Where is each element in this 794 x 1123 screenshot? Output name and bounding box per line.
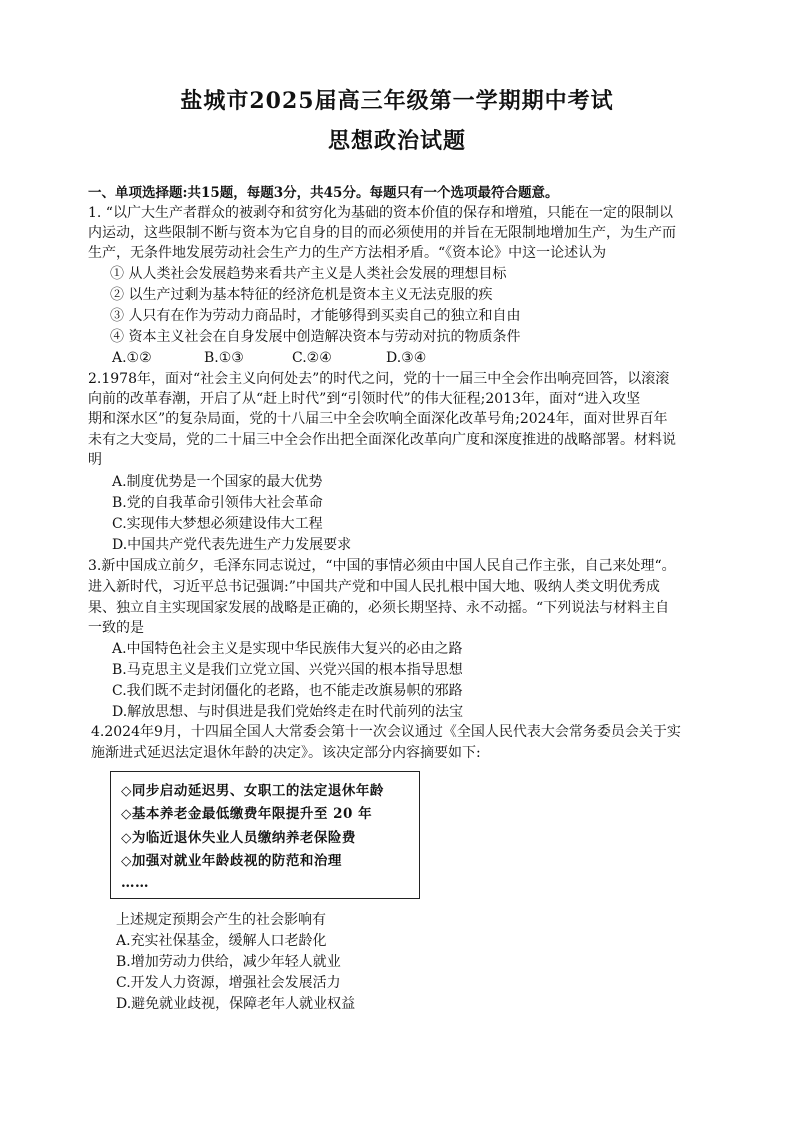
choice-a[interactable]: A.中国特色社会主义是实现中华民族伟大复兴的必由之路	[112, 641, 463, 657]
choice-b[interactable]: B.①③	[204, 350, 244, 366]
choice-d[interactable]: D.③④	[386, 350, 427, 366]
choice-c[interactable]: C.②④	[292, 350, 332, 366]
choice-a[interactable]: A.①②	[112, 350, 152, 366]
choice-d[interactable]: D.解放思想、与时俱进是我们党始终走在时代前列的法宝	[112, 704, 464, 720]
excerpt-item: ◇同步启动延迟男、女职工的法定退休年龄	[121, 783, 384, 799]
question-text-line: 未有之大变局，党的二十届三中全会作出把全面深化改革向广度和深度推进的战略部署。材料说	[88, 432, 676, 448]
page-subtitle: 思想政治试题	[327, 128, 466, 154]
choice-c[interactable]: C.实现伟大梦想必须建设伟大工程	[112, 516, 323, 532]
question-text-line: 内运动，这些限制不断与资本为它自身的目的而必须使用的并旨在无限制地增加生产，为生产而	[88, 225, 676, 241]
statement-item: ① 从人类社会发展趋势来看共产主义是人类社会发展的理想目标	[110, 266, 507, 282]
question-text-line: 3.新中国成立前夕，毛泽东同志说过，“中国的事情必须由中国人民自己作主张，自己来处理“。	[88, 558, 676, 574]
question-text-line: 生产，无条件地发展劳动社会生产力的生产方法相矛盾。“《资本论》中这一论述认为	[88, 245, 607, 261]
choice-a[interactable]: A.充实社保基金，缓解人口老龄化	[116, 933, 327, 949]
choice-b[interactable]: B.增加劳动力供给，减少年轻人就业	[116, 954, 341, 970]
excerpt-item: ◇加强对就业年龄歧视的防范和治理	[121, 853, 342, 869]
question-text-line: 2.1978年，面对“社会主义向何处去”的时代之问，党的十一届三中全会作出响亮回答，以滚滚	[88, 371, 670, 387]
section-heading: 一、单项选择题:共15题，每题3分，共45分。每题只有一个选项最符合题意。	[88, 185, 559, 201]
statement-item: ④ 资本主义社会在自身发展中创造解决资本与劳动对抗的物质条件	[110, 329, 521, 345]
choice-row	[112, 348, 426, 368]
question-text-line: 进入新时代，习近平总书记强调:”中国共产党和中国人民扎根中国大地、吸纳人类文明优秀成	[88, 579, 660, 595]
question-text-line: 一致的是	[88, 620, 144, 636]
choice-d[interactable]: D.中国共产党代表先进生产力发展要求	[112, 537, 352, 553]
choice-c[interactable]: C.开发人力资源，增强社会发展活力	[116, 975, 341, 991]
question-text-line: 向前的改革春潮，开启了从“赶上时代”到“引领时代”的伟大征程;2013年，面对“进入攻坚	[88, 391, 641, 407]
choice-b[interactable]: B.党的自我革命引领伟大社会革命	[112, 495, 323, 511]
question-text-line: 4.2024年9月，十四届全国人大常委会第十一次会议通过《全国人民代表大会常务委员会关于实	[91, 724, 681, 740]
page-title: 盐城市2025届高三年级第一学期期中考试	[180, 88, 614, 114]
statement-item: ② 以生产过剩为基本特征的经济危机是资本主义无法克服的疾	[110, 287, 493, 303]
question-prompt: 上述规定预期会产生的社会影响有	[116, 912, 326, 928]
statement-item: ③ 人只有在作为劳动力商品时，才能够得到买卖自己的独立和自由	[110, 308, 521, 324]
question-text-line: 明	[88, 452, 102, 468]
excerpt-item: ◇基本养老金最低缴费年限提升至 20 年	[121, 806, 373, 822]
choice-b[interactable]: B.马克思主义是我们立党立国、兴党兴国的根本指导思想	[112, 662, 463, 678]
question-text-line: 1. “以广大生产者群众的被剥夺和贫穷化为基础的资本价值的保存和增殖，只能在一定的限制以	[88, 205, 673, 221]
choice-a[interactable]: A.制度优势是一个国家的最大优势	[112, 474, 323, 490]
excerpt-ellipsis: ……	[121, 875, 149, 891]
question-text-line: 果、独立自主实现国家发展的战略是正确的，必须长期坚持、永不动摇。“下列说法与材料主自	[88, 600, 670, 616]
question-text-line: 期和深水区”的复杂局面，党的十八届三中全会吹响全面深化改革号角;2024年，面对世界百年	[88, 411, 668, 427]
question-text-line: 施渐进式延迟法定退休年龄的决定》。该决定部分内容摘要如下:	[91, 745, 481, 761]
excerpt-item: ◇为临近退休失业人员缴纳养老保险费	[121, 830, 356, 846]
choice-d[interactable]: D.避免就业歧视，保障老年人就业权益	[116, 996, 356, 1012]
choice-c[interactable]: C.我们既不走封闭僵化的老路，也不能走改旗易帜的邪路	[112, 683, 463, 699]
